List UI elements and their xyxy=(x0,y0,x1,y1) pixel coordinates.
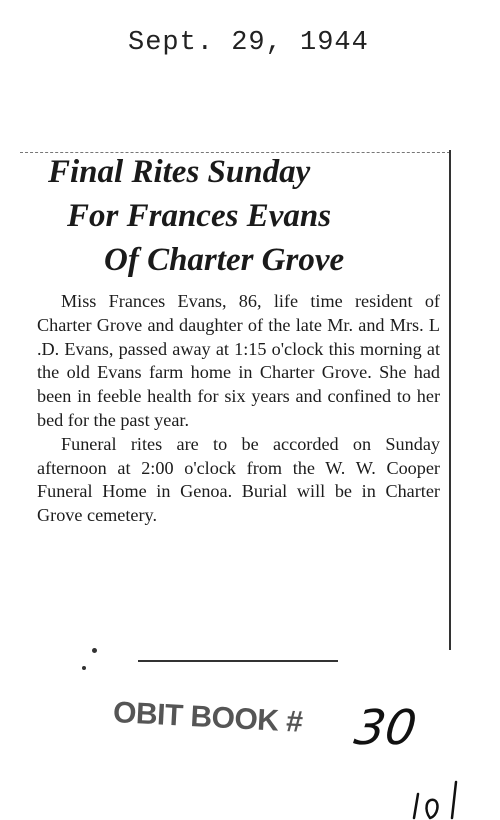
ink-speck xyxy=(82,666,86,670)
obituary-paragraph-2: Funeral rites are to be accorded on Sunday afternoon at 2:00 o'clock from the W. W. Cooper Funeral Home in Genoa. Burial will be in Charter Grove cemetery. xyxy=(37,433,440,526)
headline-line-3: Of Charter Grove xyxy=(104,242,345,278)
obit-book-stamp: OBIT BOOK # xyxy=(112,696,304,739)
obituary-headline xyxy=(40,150,450,282)
ink-speck xyxy=(92,648,97,653)
end-rule xyxy=(138,660,338,662)
corner-handwriting-mark xyxy=(408,780,468,820)
headline-line-2: For Frances Evans xyxy=(67,198,332,234)
headline-line-1: Final Rites Sunday xyxy=(48,154,311,190)
obituary-paragraph-1: Miss Frances Evans, 86, life time resident of Charter Grove and daughter of the late Mr. and Mrs. L .D. Evans, passed away at 1:15 o'clock this morning at the old Evans farm home in Charter Grove. She had been in feeble health for six years and confined to her bed for the past year. xyxy=(37,291,440,430)
clipping-date: Sept. 29, 1944 xyxy=(128,28,369,58)
obituary-body xyxy=(37,290,440,528)
handwritten-book-number: 30 xyxy=(351,700,421,756)
